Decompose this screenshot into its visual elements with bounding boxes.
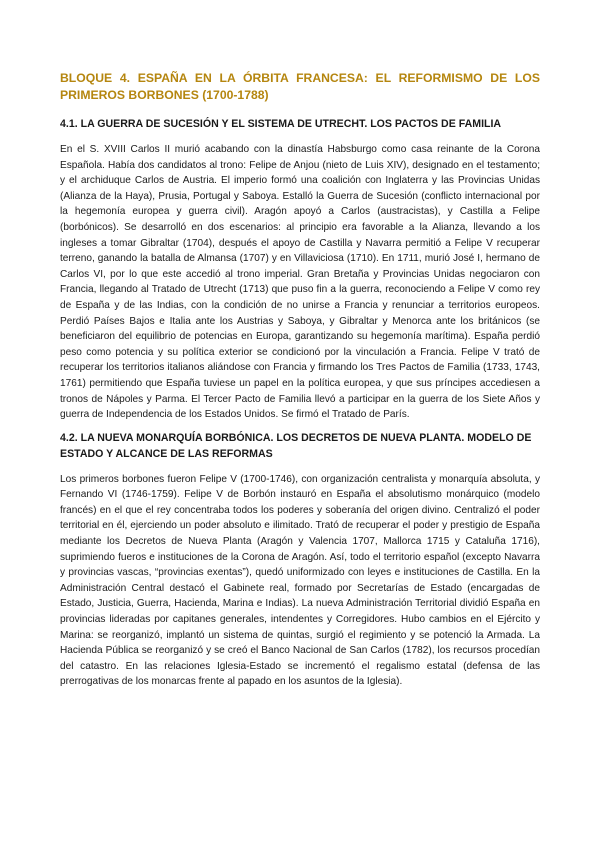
section-2-paragraph: Los primeros borbones fueron Felipe V (1700-1746), con organización centralista y monarquía absoluta, y Fernando VI (1746-1759). Felipe V de Borbón instauró en España el absolutismo monárquico (modelo francés) en el que el rey concentraba todos los poderes y soberanía del origen divino. Centralizó el poder territorial en él, ejerciendo un poder absoluto e ilimitado. Trató de recuperar el poder y prestigio de España mediante los Decretos de Nueva Planta (Aragón y Valencia 1707, Mallorca 1715 y Cataluña 1716), suprimiendo fueros e instituciones de la Corona de Aragón. Así, todo el territorio español (excepto Navarra y provincias vascas, “provincias exentas”), quedó uniformizado con leyes e instituciones de Castilla. En la Administración Central destacó el Gabinete real, formado por Secretarías de Estado (encargadas de Estado, Justicia, Guerra, Hacienda, Marina e Indias). La nueva Administración Territorial dividió España en provincias lideradas por capitanes generales, intendentes y Corregidores. Hubo cambios en el Ejército y Marina: se reorganizó, implantó un sistema de quintas, surgió el regimiento y se potenció la Armada. La Hacienda Pública se reorganizó y se creó el Banco Nacional de San Carlos (1782), los recursos procedían del catastro. En las relaciones Iglesia-Estado se incrementó el regalismo estatal (defensa de las prerrogativas de los monarcas frente al papado en los asuntos de la Iglesia). xyxy=(60,473,540,688)
section-1-title: 4.1. LA GUERRA DE SUCESIÓN Y EL SISTEMA DE UTRECHT. LOS PACTOS DE FAMILIA xyxy=(60,118,502,130)
block-title: BLOQUE 4. ESPAÑA EN LA ÓRBITA FRANCESA: EL REFORMISMO DE LOS PRIMEROS BORBONES (1700-1788) xyxy=(60,71,540,102)
section-1-paragraph: En el S. XVIII Carlos II murió acabando con la dinastía Habsburgo como casa reinante de la Corona Española. Había dos candidatos al trono: Felipe de Anjou (nieto de Luis XIV), designado en el testamento; y el archiduque Carlos de Austria. El imperio formó una coalición con Inglaterra y las Provincias Unidas (Alianza de la Haya), Prusia, Portugal y Saboya. Estalló la Guerra de Sucesión (conflicto internacional por la hegemonía europea y guerra civil). Aragón apoyó a Carlos (austracistas), y Castilla a Felipe (borbónicos). Se desarrolló en dos escenarios: al principio era favorable a la Alianza, llevando a los ingleses a tomar Gibraltar (1704), después el apoyo de Castilla y Navarra permitió a Felipe V recuperar terreno, ganando la batalla de Almansa (1707) y en Villaviciosa (1710). En 1711, murió José I, hermano de Carlos VI, por lo que este accedió al trono imperial. Gran Bretaña y Provincias Unidas negociaron con Francia, llegando al Tratado de Utrecht (1713) que puso fin a la guerra, reconociendo a Felipe V como rey de España y de las Indias, con la condición de no unirse a Francia y renunciar a territorios europeos. Perdió Países Bajos e Italia ante los Austrias y Saboya, y Gibraltar y Menorca ante los británicos (se beneficiaron del equilibrio de potencias en Europa, garantizando su hegemonía marítima). España perdió peso como potencia y su política exterior se condicionó por la vinculación a Francia. Felipe V trató de recuperar los territorios italianos aliándose con Francia y firmando los Tres Pactos de Familia (1733, 1743, 1761) permitiendo que España tuviese un papel en la política europea, y que sus príncipes accediesen a tronos de Nápoles y Parma. El Tercer Pacto de Familia llevó a participar en la guerra de los Siete Años y guerra de Independencia de los Estados Unidos. Se firmó el Tratado de París. xyxy=(60,144,540,421)
section-2-title: 4.2. LA NUEVA MONARQUÍA BORBÓNICA. LOS DECRETOS DE NUEVA PLANTA. MODELO DE ESTADO Y ALCANCE DE LAS REFORMAS xyxy=(60,431,532,460)
